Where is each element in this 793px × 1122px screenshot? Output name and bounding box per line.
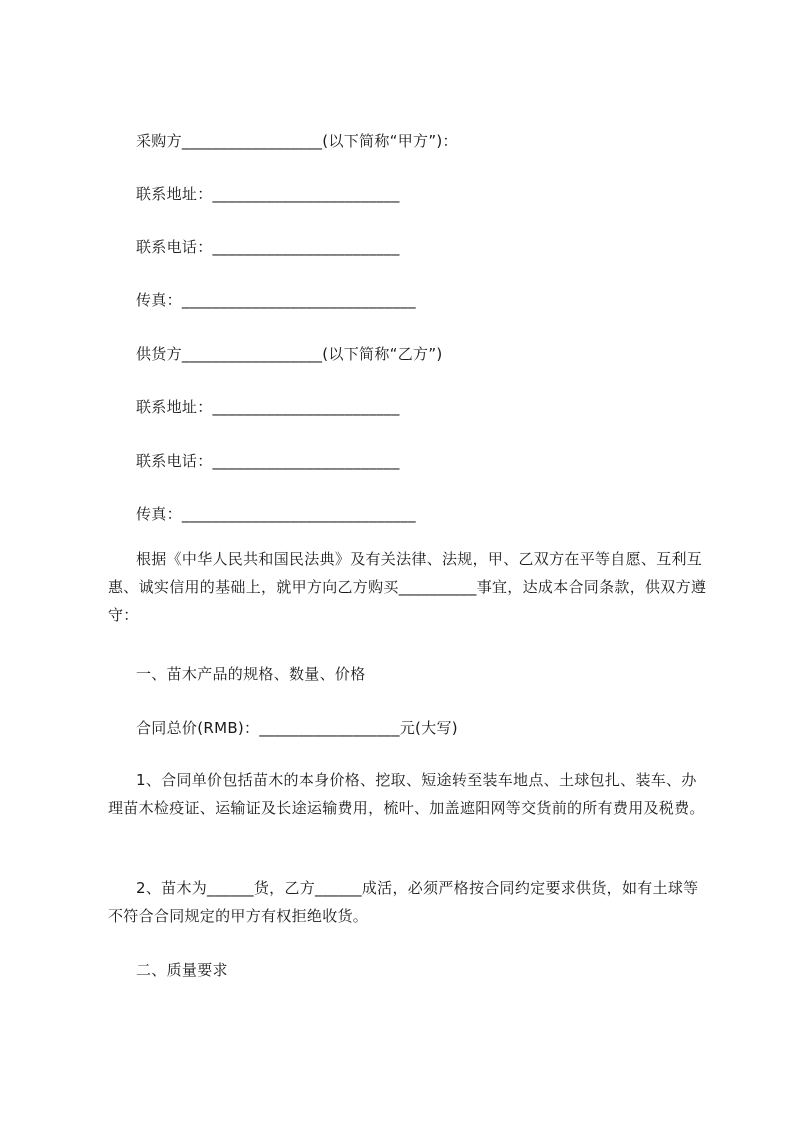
party-b-name-line: 供货方__________________(以下简称“乙方”): [136, 345, 443, 363]
party-a-phone-line: 联系电话：________________________: [136, 238, 400, 256]
total-price-line: 合同总价(RMB)：__________________元(大写): [136, 719, 458, 737]
preamble-paragraph: 根据《中华人民共和国民法典》及有关法律、法规，甲、乙双方在平等自愿、互利互惠、诚实信用的基础上，就甲方向乙方购买__________事宜，达成本合同条款，供双方遵守：: [108, 550, 707, 624]
section-2-heading: 二、质量要求: [136, 961, 228, 979]
section-1-heading: 一、苗木产品的规格、数量、价格: [136, 665, 366, 683]
clause-1-paragraph: 1、合同单价包括苗木的本身价格、挖取、短途转至装车地点、土球包扎、装车、办理苗木检疫证、运输证及长途运输费用，梳叶、加盖遮阳网等交货前的所有费用及税费。: [108, 771, 705, 817]
party-a-address-line: 联系地址：________________________: [136, 185, 400, 203]
clause-2-paragraph: 2、苗木为______货，乙方______成活，必须严格按合同约定要求供货，如有土球等不符合合同规定的甲方有权拒绝收货。: [108, 879, 699, 925]
party-b-fax-line: 传真：______________________________: [136, 505, 416, 523]
party-a-fax-line: 传真：______________________________: [136, 291, 416, 309]
party-b-address-line: 联系地址：________________________: [136, 398, 400, 416]
party-b-phone-line: 联系电话：________________________: [136, 452, 400, 470]
party-a-name-line: 采购方__________________(以下简称“甲方”)：: [136, 132, 458, 150]
